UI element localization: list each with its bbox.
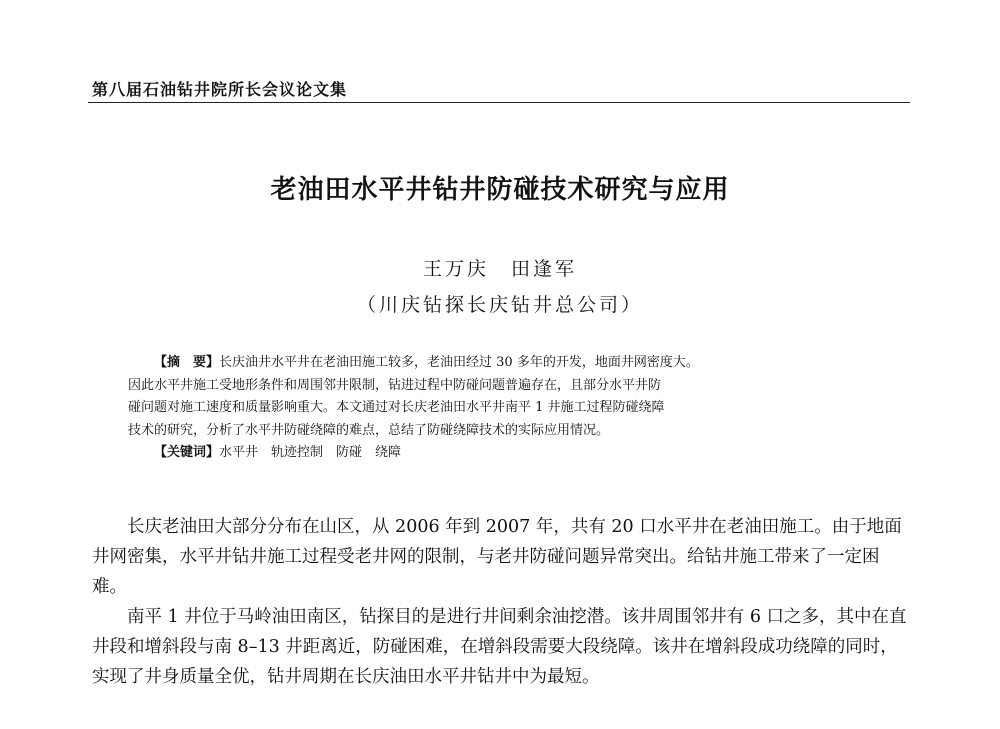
abstract-line: 碰问题对施工速度和质量影响重大。本文通过对长庆老油田水平井南平 1 井施工过程防碰绕障 (128, 400, 665, 415)
keywords-line (128, 442, 868, 465)
affiliation: （川庆钻探长庆钻井总公司） (356, 294, 643, 316)
abstract-line: 技术的研究，分析了水平井防碰绕障的难点，总结了防碰绕障技术的实际应用情况。 (128, 422, 610, 438)
body-text (92, 512, 910, 692)
abstract-label: 【摘 要】 (154, 355, 220, 370)
abstract-block (128, 352, 868, 465)
header-rule (88, 102, 910, 103)
body-paragraph: 长庆老油田大部分分布在山区，从 2006 年到 2007 年，共有 20 口水平井在老油田施工。由于地面井网密集，水平井钻井施工过程受老井网的限制，与老井防碰问题异常突出。给钻井施工带来了一定困难。 (92, 517, 902, 597)
abstract-line: 因此水平井施工受地形条件和周围邻井限制，钻进过程中防碰问题普遍存在，且部分水平井防 (128, 377, 662, 393)
authors: 王万庆 田逢军 (422, 258, 577, 280)
keywords-label: 【关键词】 (154, 445, 220, 460)
abstract-line (128, 352, 868, 375)
abstract-text: 长庆油井水平井在老油田施工较多，老油田经过 30 多年的开发，地面井网密度大。 (219, 355, 699, 370)
body-paragraph: 南平 1 井位于马岭油田南区，钻探目的是进行井间剩余油挖潜。该井周围邻井有 6 口之多，其中在直井段和增斜段与南 8–13 井距离近，防碰困难，在增斜段需要大段绕障。该井在增斜段成功绕障的同时，实现了井身质量全优，钻井周期在长庆油田水平井钻井中为最短。 (92, 607, 907, 687)
running-header: 第八届石油钻井院所长会议论文集 (92, 80, 348, 99)
paper-title: 老油田水平井钻井防碰技术研究与应用 (270, 175, 730, 205)
keywords-text: 水平井 轨迹控制 防碰 绕障 (219, 445, 402, 460)
